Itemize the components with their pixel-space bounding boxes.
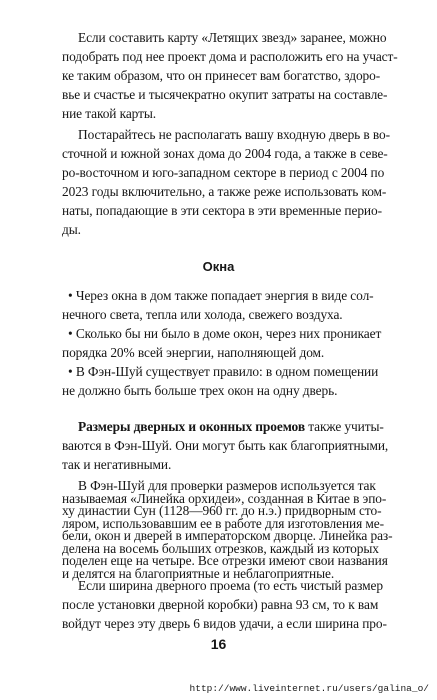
bullet-item-line: • Сколько бы ни было в доме окон, через них проникает xyxy=(68,326,382,341)
text-line: поделен еще на четыре. Все отрезки имеют свои названия xyxy=(62,553,388,568)
bullet-item-line: • В Фэн-Шуй существует правило: в одном помещении xyxy=(68,364,379,379)
text-line: войдут через эту дверь 6 видов удачи, а если ширина про- xyxy=(62,616,387,631)
text-line: ваются в Фэн-Шуй. Они могут быть как благоприятными, xyxy=(62,438,389,453)
text-line: ние такой карты. xyxy=(62,106,156,121)
text-line xyxy=(78,419,384,435)
text-line: ды. xyxy=(62,222,81,237)
text-line: называемая «Линейка орхидеи», созданная в Китае в эпо- xyxy=(62,490,387,506)
text-line: Если ширина дверного проема (то есть чистый размер xyxy=(78,578,383,593)
page-number: 16 xyxy=(210,636,227,652)
text-line: Постарайтесь не располагать вашу входную дверь в во- xyxy=(78,127,390,142)
text-line: сточной и южной зонах дома до 2004 года, а также в севе- xyxy=(62,146,388,161)
watermark-url: http://www.liveinternet.ru/users/galina_o/ xyxy=(189,683,429,694)
text-line: и делятся на благоприятные и неблагоприятные. xyxy=(62,565,335,581)
bullet-item-line: не должно быть больше трех окон на одну дверь. xyxy=(62,383,338,398)
text-line: так и негативными. xyxy=(62,457,172,472)
text-line: ху династии Сун (1128—960 гг. до н.э.) придворным сто- xyxy=(62,503,382,518)
text-line: ро-восточном и юго-западном секторе в период с 2004 по xyxy=(62,165,385,180)
text-line: после установки дверной коробки) равна 93 см, то к вам xyxy=(62,597,379,612)
bullet-item-line: • Через окна в дом также попадает энергия в виде сол- xyxy=(68,288,374,303)
text-line: Если составить карту «Летящих звезд» заранее, можно xyxy=(78,30,387,45)
text-line: бели, окон и дверей в императорском дворце. Линейка раз- xyxy=(62,528,393,543)
bullet-item-line: порядка 20% всей энергии, наполняющей дом. xyxy=(62,345,325,360)
text-line: делена на восемь больших отрезков, каждый из которых xyxy=(62,540,379,556)
text-line: наты, попадающие в эти сектора в эти временные перио- xyxy=(62,203,382,218)
text-line: 2023 годы включительно, а также реже использовать ком- xyxy=(62,184,387,199)
text-line: ляром, использовавшим ее в работе для изготовления ме- xyxy=(62,515,384,531)
bold-lead-term: Размеры дверных и оконных проемов xyxy=(78,419,305,434)
text-line: подобрать под нее проект дома и расположить его на участ- xyxy=(62,49,398,64)
text-line: ке таким образом, что он принесет вам богатство, здоро- xyxy=(62,68,381,83)
section-heading: Окна xyxy=(202,259,235,274)
text-line: В Фэн-Шуй для проверки размеров используется так xyxy=(78,478,376,493)
text-line: вье и счастье и тысячекратно окупит затраты на составле- xyxy=(62,87,388,102)
bullet-item-line: нечного света, тепла или холода, свежего воздуха. xyxy=(62,307,343,322)
text-fragment: также учиты- xyxy=(304,419,384,434)
